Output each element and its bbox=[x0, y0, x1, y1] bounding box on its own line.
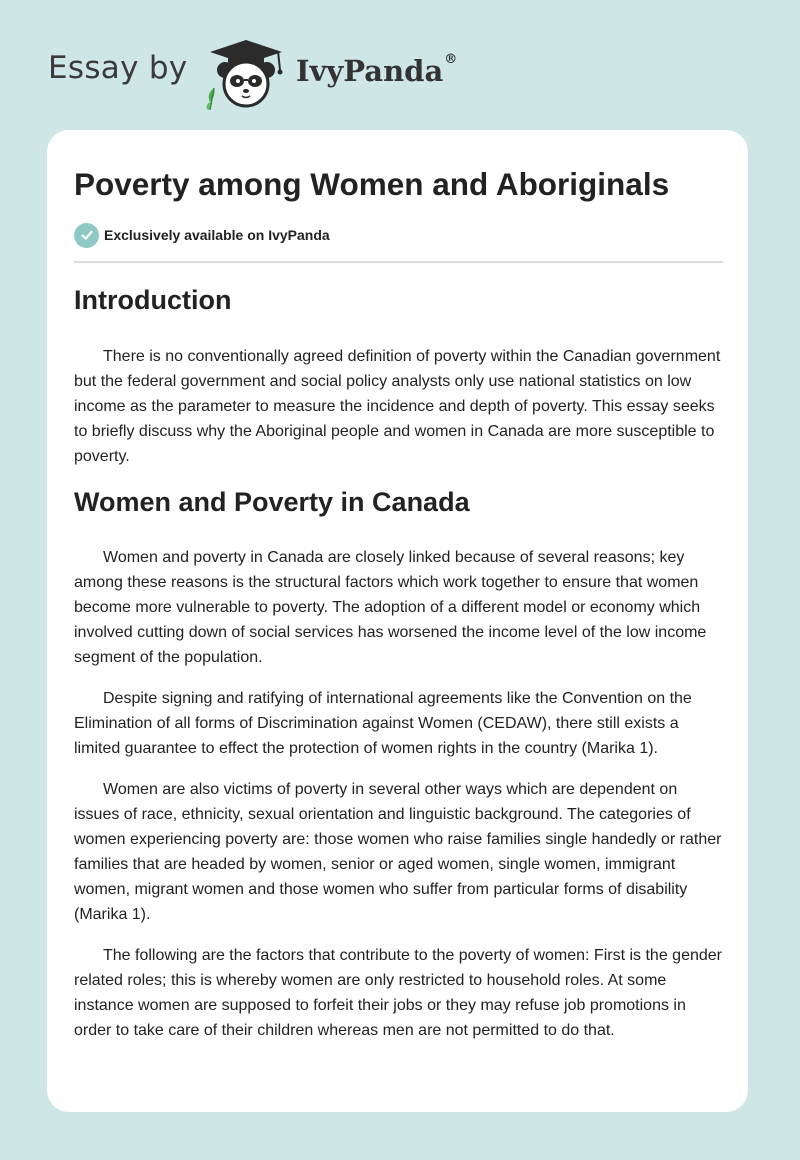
title-divider bbox=[74, 261, 723, 263]
site-header bbox=[48, 36, 508, 110]
checkmark-icon bbox=[74, 223, 99, 248]
essay-card bbox=[47, 130, 748, 1112]
paragraph: Despite signing and ratifying of international agreements like the Convention on the Elimination of all forms of Discrimination against Women (CEDAW), there still exists a limited guarantee to effect the protection of women rights in the country (Marika 1). bbox=[74, 690, 692, 757]
brand-name[interactable] bbox=[296, 54, 457, 88]
section-heading: Introduction bbox=[74, 285, 232, 315]
exclusive-badge-label: Exclusively available on IvyPanda bbox=[104, 227, 330, 243]
panda-mascot-icon bbox=[200, 36, 292, 110]
paragraph: Women are also victims of poverty in several other ways which are dependent on issues of race, ethnicity, sexual orientation and linguistic background. The categories of women experiencing poverty are: those women who raise families single handedly or rather families that are headed by women, senior or aged women, single women, immigrant women, migrant women and those women who suffer from particular forms of disability (Marika 1). bbox=[74, 781, 722, 923]
paragraph: Women and poverty in Canada are closely linked because of several reasons; key among these reasons is the structural factors which work together to ensure that women become more vulnerable to poverty. The adoption of a different model or economy which involved cutting down of social services has worsened the income level of the low income segment of the population. bbox=[74, 549, 707, 666]
paragraph: There is no conventionally agreed definition of poverty within the Canadian government but the federal government and social policy analysts only use national statistics on low income as the parameter to measure the incidence and depth of poverty. This essay seeks to briefly discuss why the Aboriginal people and women in Canada are more susceptible to poverty. bbox=[74, 348, 721, 465]
paragraph: The following are the factors that contribute to the poverty of women: First is the gender related roles; this is whereby women are only restricted to household roles. At some instance women are supposed to forfeit their jobs or they may refuse job promotions in order to take care of their children whereas men are not permitted to do that. bbox=[74, 947, 722, 1039]
section-heading: Women and Poverty in Canada bbox=[74, 487, 470, 517]
essay-by-label: Essay by bbox=[48, 50, 188, 86]
exclusive-badge bbox=[74, 222, 330, 248]
brand-text: IvyPanda bbox=[296, 54, 444, 88]
essay-title: Poverty among Women and Aboriginals bbox=[74, 166, 670, 202]
registered-mark: ® bbox=[444, 52, 458, 67]
ivypanda-logo[interactable] bbox=[200, 36, 292, 110]
